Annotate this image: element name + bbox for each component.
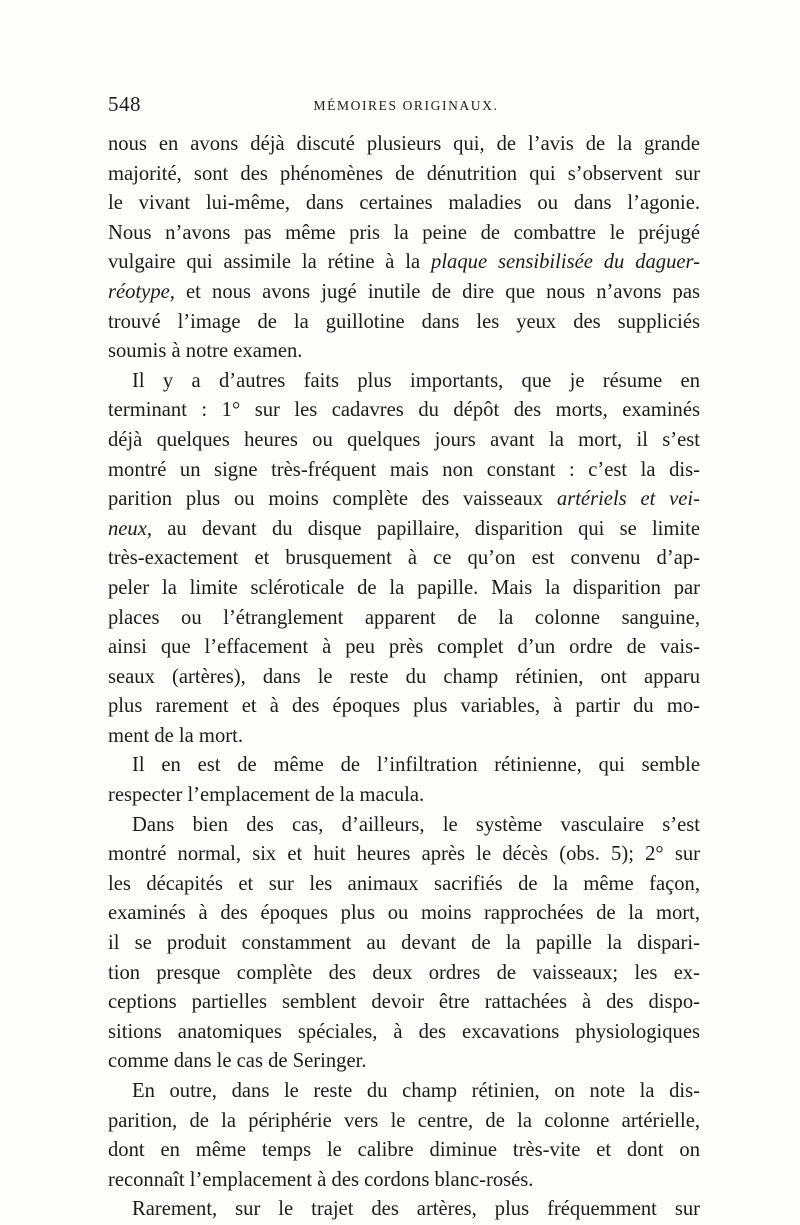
text-segment: tion presque complète des deux ordres de vaisseaux; les ex- [108,961,700,984]
text-line [108,870,700,900]
italic-text-segment: neux, [108,517,153,540]
text-segment: ainsi que l’effacement à peu près complet d’un ordre de vais- [108,636,700,659]
italic-text-segment: artériels et vei- [556,488,700,511]
text-line [108,1018,700,1048]
text-segment: ment de la mort. [108,724,243,747]
text-line [108,840,700,870]
text-segment: nous en avons déjà discuté plusieurs qui, de l’avis de la grande [108,133,700,155]
running-head: MÉMOIRES ORIGINAUX. [313,98,499,113]
text-line [108,781,700,811]
text-line [108,426,700,456]
text-line [108,722,700,752]
text-line [108,544,700,574]
text-segment: le vivant lui-même, dans certaines maladies ou dans l’agonie. [108,192,700,215]
text-segment: ceptions partielles semblent devoir être rattachées à des dispo- [108,991,700,1014]
text-segment: terminant : 1° sur les cadavres du dépôt des morts, examinés [108,399,700,422]
text-segment: Il en est de même de l’infiltration rétinienne, qui semble [132,754,700,777]
text-segment: seaux (artères), dans le reste du champ rétinien, ont apparu [108,665,700,688]
text-line [108,1166,700,1196]
text-line [108,1077,700,1107]
text-line [108,219,700,249]
text-line [108,988,700,1018]
text-line [108,278,700,308]
text-line [108,604,700,634]
text-line [108,337,700,367]
page-header [108,92,700,126]
text-segment: majorité, sont des phénomènes de dénutrition qui s’observent sur [108,162,700,185]
text-segment: déjà quelques heures ou quelques jours avant la mort, il s’est [108,428,700,451]
text-segment: reconnaît l’emplacement à des cordons blanc-rosés. [108,1168,534,1191]
text-segment: vulgaire qui assimile la rétine à la [108,251,432,274]
text-line [108,1047,700,1077]
text-line [108,515,700,545]
text-line [108,248,700,278]
text-segment: examinés à des époques plus ou moins rapprochées de la mort, [108,902,700,925]
text-line [108,751,700,781]
text-segment: il se produit constamment au devant de la papille la dispari- [108,932,700,955]
text-segment: Il y a d’autres faits plus importants, que je résume en [132,369,700,392]
text-line [108,663,700,693]
text-line [108,692,700,722]
text-segment: soumis à notre examen. [108,340,303,363]
book-page [108,92,700,1221]
text-segment: Rarement, sur le trajet des artères, plus fréquemment sur [132,1198,700,1221]
text-line [108,1195,700,1225]
text-line [108,189,700,219]
text-segment: trouvé l’image de la guillotine dans les yeux des suppliciés [108,310,700,333]
text-segment: les décapités et sur les animaux sacrifiés de la même façon, [108,872,700,895]
text-line [108,456,700,486]
text-segment: En outre, dans le reste du champ rétinien, on note la dis- [132,1080,700,1102]
text-line [108,899,700,929]
text-segment: peler la limite scléroticale de la papille. Mais la disparition par [108,576,700,599]
text-segment: montré normal, six et huit heures après le décès (obs. 5); 2° sur [108,843,700,866]
text-segment: plus rarement et à des époques plus variables, à partir du mo- [108,695,700,718]
text-line [108,485,700,515]
text-line [108,1136,700,1166]
text-segment: parition, de la périphérie vers le centre, de la colonne artérielle, [108,1109,700,1132]
page-number: 548 [108,92,141,116]
text-segment: Nous n’avons pas même pris la peine de combattre le préjugé [108,221,700,244]
text-line [108,367,700,397]
text-segment: sitions anatomiques spéciales, à des excavations physiologiques [108,1020,700,1043]
text-segment: comme dans le cas de Seringer. [108,1050,367,1073]
text-line [108,929,700,959]
italic-text-segment: plaque sensibilisée du daguer- [431,251,700,274]
text-segment: parition plus ou moins complète des vaisseaux [108,488,557,511]
text-line [108,396,700,426]
text-segment: respecter l’emplacement de la macula. [108,784,425,807]
text-segment: dont en même temps le calibre diminue très-vite et dont on [108,1139,700,1162]
text-segment: Dans bien des cas, d’ailleurs, le système vasculaire s’est [132,813,700,836]
text-segment: places ou l’étranglement apparent de la colonne sanguine, [108,606,700,629]
text-line [108,308,700,338]
text-line [108,811,700,841]
text-line [108,959,700,989]
text-line [108,130,700,160]
text-segment: au devant du disque papillaire, disparition qui se limite [152,517,700,540]
text-line [108,160,700,190]
text-segment: très-exactement et brusquement à ce qu’on est convenu d’ap- [108,547,700,570]
text-segment: montré un signe très-fréquent mais non constant : c’est la dis- [108,458,700,481]
text-line [108,633,700,663]
text-segment: et nous avons jugé inutile de dire que nous n’avons pas [174,280,700,303]
body-text [108,130,700,1225]
text-line [108,1107,700,1137]
text-line [108,574,700,604]
italic-text-segment: réotype, [108,280,175,303]
